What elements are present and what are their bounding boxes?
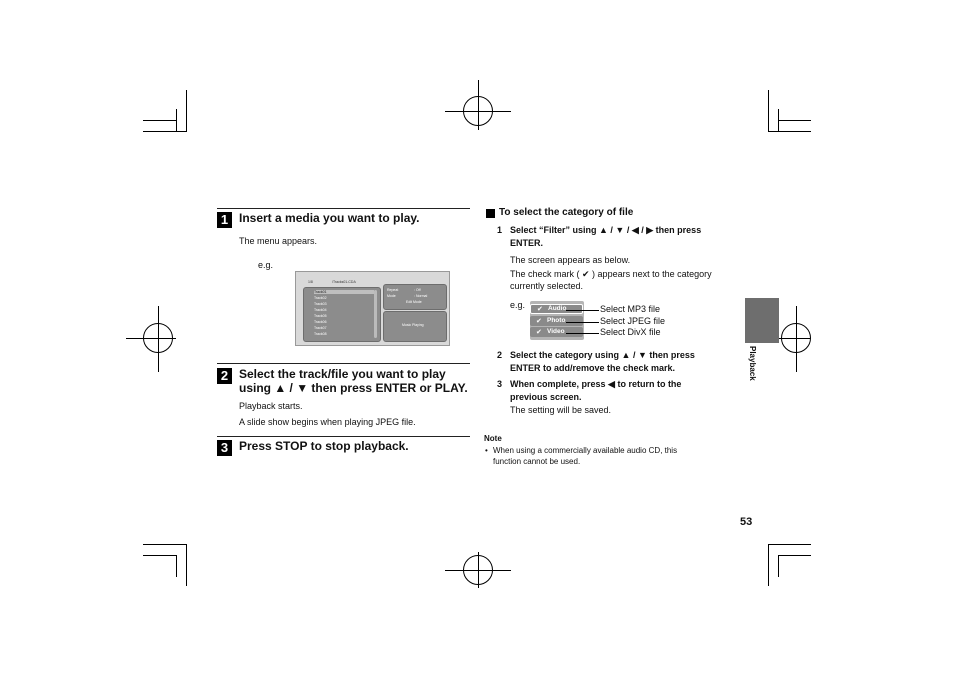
filter-item-audio bbox=[530, 304, 583, 314]
eg-label-left: e.g. bbox=[258, 260, 274, 270]
step-3-rule bbox=[217, 436, 470, 437]
status-text: Music Playing bbox=[402, 323, 424, 327]
filter-item-video bbox=[530, 327, 583, 337]
right-step-2-number: 2 bbox=[497, 350, 503, 360]
repeat-label: Repeat bbox=[387, 288, 399, 292]
note-line-1: When using a commercially available audio CD, this bbox=[493, 446, 678, 455]
page-number: 53 bbox=[740, 516, 753, 528]
step-1-number: 1 bbox=[217, 212, 232, 228]
right-step-3-line1: When complete, press ◀ to return to the bbox=[510, 379, 682, 389]
screen-header-right: \Tracks01-CDA bbox=[332, 280, 356, 284]
step-2-title-line1: Select the track/file you want to play bbox=[239, 367, 446, 381]
right-step-1-line2: ENTER. bbox=[510, 238, 544, 248]
section-square-icon bbox=[486, 209, 495, 218]
filter-item-photo bbox=[530, 316, 583, 326]
right-step-2-line2: ENTER to add/remove the check mark. bbox=[510, 363, 676, 373]
callout-divx: Select DivX file bbox=[600, 327, 661, 337]
menu-screen-image bbox=[295, 271, 450, 346]
filter-item-label: Audio bbox=[548, 305, 567, 312]
step-2-text-2: A slide show begins when playing JPEG file. bbox=[239, 417, 416, 427]
callout-mp3: Select MP3 file bbox=[600, 304, 661, 314]
screen-header-left: 1/8 bbox=[308, 280, 313, 284]
settings-panel bbox=[383, 284, 447, 310]
step-2-number: 2 bbox=[217, 368, 232, 384]
track-row: Track08 bbox=[314, 332, 327, 336]
step-1-text: The menu appears. bbox=[239, 236, 318, 246]
callout-line bbox=[566, 310, 599, 311]
right-step-3-sub: The setting will be saved. bbox=[510, 405, 612, 415]
track-row: Track06 bbox=[314, 320, 327, 324]
track-row: Track02 bbox=[314, 296, 327, 300]
callout-line bbox=[566, 322, 599, 323]
right-step-1-sub-3: currently selected. bbox=[510, 281, 584, 291]
step-2-rule bbox=[217, 363, 470, 364]
filter-menu-image bbox=[530, 301, 584, 340]
eg-label-right: e.g. bbox=[510, 300, 526, 310]
step-1-title: Insert a media you want to play. bbox=[239, 211, 420, 225]
callout-jpeg: Select JPEG file bbox=[600, 316, 666, 326]
mode-value: : Normal bbox=[414, 294, 428, 298]
side-tab-label: Playback bbox=[748, 346, 757, 381]
section-title: To select the category of file bbox=[499, 207, 634, 218]
right-step-2-line1: Select the category using ▲ / ▼ then press bbox=[510, 350, 695, 360]
note-title: Note bbox=[484, 434, 502, 443]
filter-item-label: Photo bbox=[547, 317, 566, 324]
track-list-panel bbox=[303, 287, 381, 342]
callout-line bbox=[566, 333, 599, 334]
step-2-title-line2: using ▲ / ▼ then press ENTER or PLAY. bbox=[239, 381, 468, 395]
playback-side-tab bbox=[745, 298, 779, 343]
note-bullet: • bbox=[485, 446, 488, 455]
track-scrollbar bbox=[374, 290, 377, 338]
check-icon: ✔ bbox=[536, 329, 542, 336]
track-row: Track04 bbox=[314, 308, 327, 312]
status-panel bbox=[383, 311, 447, 342]
step-3-title: Press STOP to stop playback. bbox=[239, 439, 409, 453]
right-step-3-line2: previous screen. bbox=[510, 392, 582, 402]
right-step-3-number: 3 bbox=[497, 379, 503, 389]
track-row: Track01 bbox=[314, 290, 374, 294]
note-line-2: function cannot be used. bbox=[493, 457, 581, 466]
track-row: Track05 bbox=[314, 314, 327, 318]
right-step-1-sub-1: The screen appears as below. bbox=[510, 255, 631, 265]
check-icon: ✔ bbox=[537, 306, 543, 313]
filter-item-label: Video bbox=[547, 328, 565, 335]
track-row: Track03 bbox=[314, 302, 327, 306]
step-2-text-1: Playback starts. bbox=[239, 401, 303, 411]
step-1-rule bbox=[217, 208, 470, 209]
edit-mode-button: Edit Mode bbox=[406, 300, 422, 304]
step-3-number: 3 bbox=[217, 440, 232, 456]
repeat-value: : Off bbox=[414, 288, 421, 292]
mode-label: Mode bbox=[387, 294, 396, 298]
right-step-1-sub-2: The check mark ( ✔ ) appears next to the category bbox=[510, 269, 712, 279]
track-row: Track07 bbox=[314, 326, 327, 330]
right-step-1-number: 1 bbox=[497, 225, 503, 235]
check-icon: ✔ bbox=[536, 318, 542, 325]
right-step-1-line1: Select “Filter” using ▲ / ▼ / ◀ / ▶ then press bbox=[510, 225, 702, 235]
